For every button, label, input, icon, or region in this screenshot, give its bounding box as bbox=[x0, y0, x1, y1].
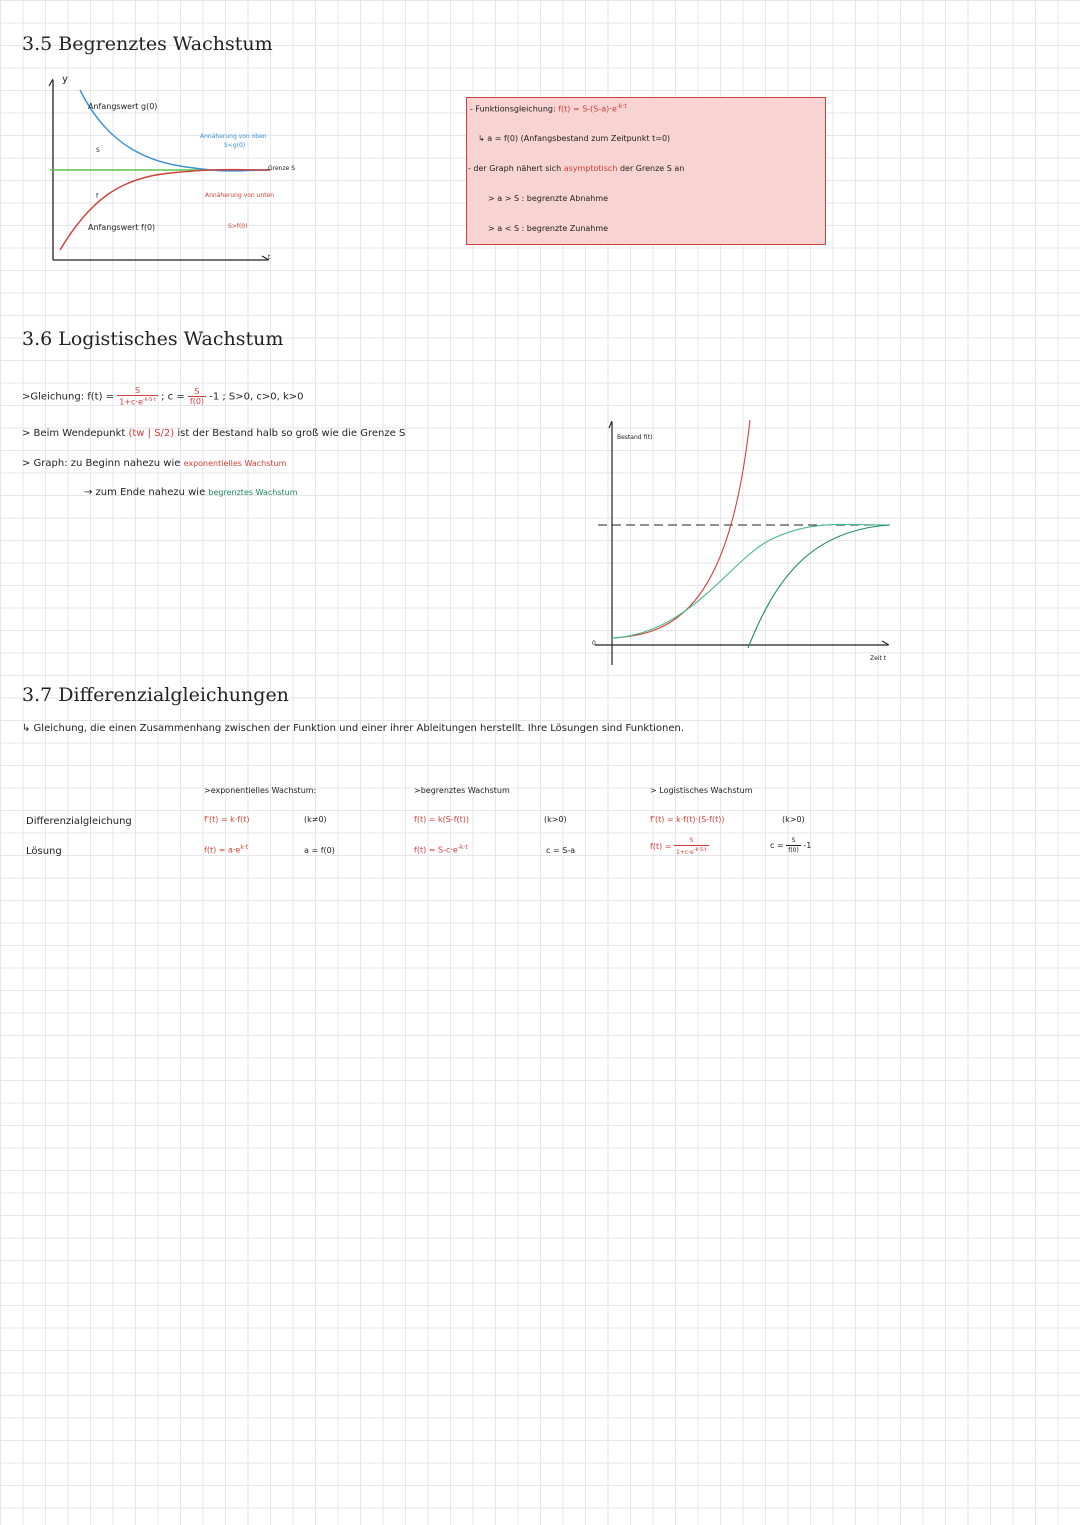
exp-title: >exponentielles Wachstum: bbox=[204, 786, 317, 795]
exponential-curve bbox=[612, 420, 750, 638]
chart-y-label: Bestand f(t) bbox=[617, 434, 653, 441]
beg-loesung: $f(t) = S-c\cdot e^{-k\cdot t}$ bbox=[414, 844, 468, 855]
annaeherung-oben: Annäherung von oben bbox=[200, 133, 267, 140]
log-cond: (k>0) bbox=[782, 815, 805, 824]
row-loesung-label: Lösung bbox=[26, 846, 62, 857]
log-cond2: c = $\frac{S}{f(0)}$ -1 bbox=[770, 837, 812, 854]
log-dgl: f'(t) = k·f(t)·(S-f(t)) bbox=[650, 815, 725, 824]
annaeherung-unten: Annäherung von unten bbox=[205, 192, 275, 199]
wendepunkt-line: > Beim Wendepunkt (tw | S/2) ist der Bestand halb so groß wie die Grenze S bbox=[22, 428, 406, 439]
beg-cond2: c = S-a bbox=[546, 846, 576, 855]
log-loesung: f(t) = $\frac{S}{1+c\cdot e^{-k\cdot S\cdot t}}$ bbox=[650, 837, 707, 856]
heading-3-5: 3.5 Begrenztes Wachstum bbox=[22, 33, 273, 55]
box-line2: ↳ a = f(0) (Anfangsbestand zum Zeitpunkt t=0) bbox=[478, 134, 671, 143]
bounded-growth-graph bbox=[40, 70, 300, 270]
anfangswert-g: Anfangswert g(0) bbox=[88, 102, 158, 111]
logistic-equation: >Gleichung: f(t) = $\frac{S}{1+c\cdot e^{-k\cdot S\cdot t}}$ ; c = $\frac{S}{f(0)}$ -1 ; S>0, c>0, k>0 bbox=[22, 386, 304, 407]
t-axis-label: t bbox=[268, 254, 271, 261]
grenze-label: Grenze S bbox=[268, 165, 296, 172]
box-line5: > a < S : begrenzte Zunahme bbox=[488, 224, 609, 233]
beg-dgl: f(t) = k(S-f(t)) bbox=[414, 815, 470, 824]
logistic-curve bbox=[612, 524, 890, 638]
curve-from-below bbox=[60, 170, 270, 250]
ende-line: → zum Ende nahezu wie begrenztes Wachstum bbox=[84, 487, 298, 498]
box-line1: - Funktionsgleichung: $f(t) = S-(S-a)\cdot e^{-k\cdot t}$ bbox=[470, 103, 627, 114]
chart-x-label: Zeit t bbox=[870, 655, 887, 662]
logistic-chart bbox=[590, 420, 900, 670]
box-line3: - der Graph nähert sich asymptotisch der Grenze S an bbox=[468, 164, 685, 173]
exp-cond: (k≠0) bbox=[304, 815, 327, 824]
s-mark-upper: S bbox=[96, 147, 100, 154]
s-lt-g: S<g(0) bbox=[224, 142, 246, 149]
anfangswert-f: Anfangswert f(0) bbox=[88, 223, 156, 232]
beg-title: >begrenztes Wachstum bbox=[414, 786, 510, 795]
s-gt-f: S>f(0) bbox=[228, 223, 248, 230]
row-dgl-label: Differenzialgleichung bbox=[26, 816, 132, 827]
heading-3-7: 3.7 Differenzialgleichungen bbox=[22, 684, 289, 706]
exp-dgl: f'(t) = k·f(t) bbox=[204, 815, 250, 824]
beg-cond: (k>0) bbox=[544, 815, 567, 824]
y-axis-label: y bbox=[62, 74, 68, 85]
box-line4: > a > S : begrenzte Abnahme bbox=[488, 194, 609, 203]
f-mark: f bbox=[96, 193, 99, 200]
heading-3-6: 3.6 Logistisches Wachstum bbox=[22, 328, 284, 350]
bounded-curve bbox=[748, 525, 890, 648]
dgl-definition: ↳ Gleichung, die einen Zusammenhang zwischen der Funktion und einer ihrer Ableitungen herstellt. Ihre Lösungen sind Funktionen. bbox=[22, 723, 685, 734]
exp-loesung: $f(t) = a\cdot e^{k\cdot t}$ bbox=[204, 844, 249, 855]
exp-cond2: a = f(0) bbox=[304, 846, 335, 855]
graph-line: > Graph: zu Beginn nahezu wie exponentielles Wachstum bbox=[22, 458, 287, 469]
chart-origin: 0 bbox=[592, 640, 596, 647]
log-title: > Logistisches Wachstum bbox=[650, 786, 753, 795]
